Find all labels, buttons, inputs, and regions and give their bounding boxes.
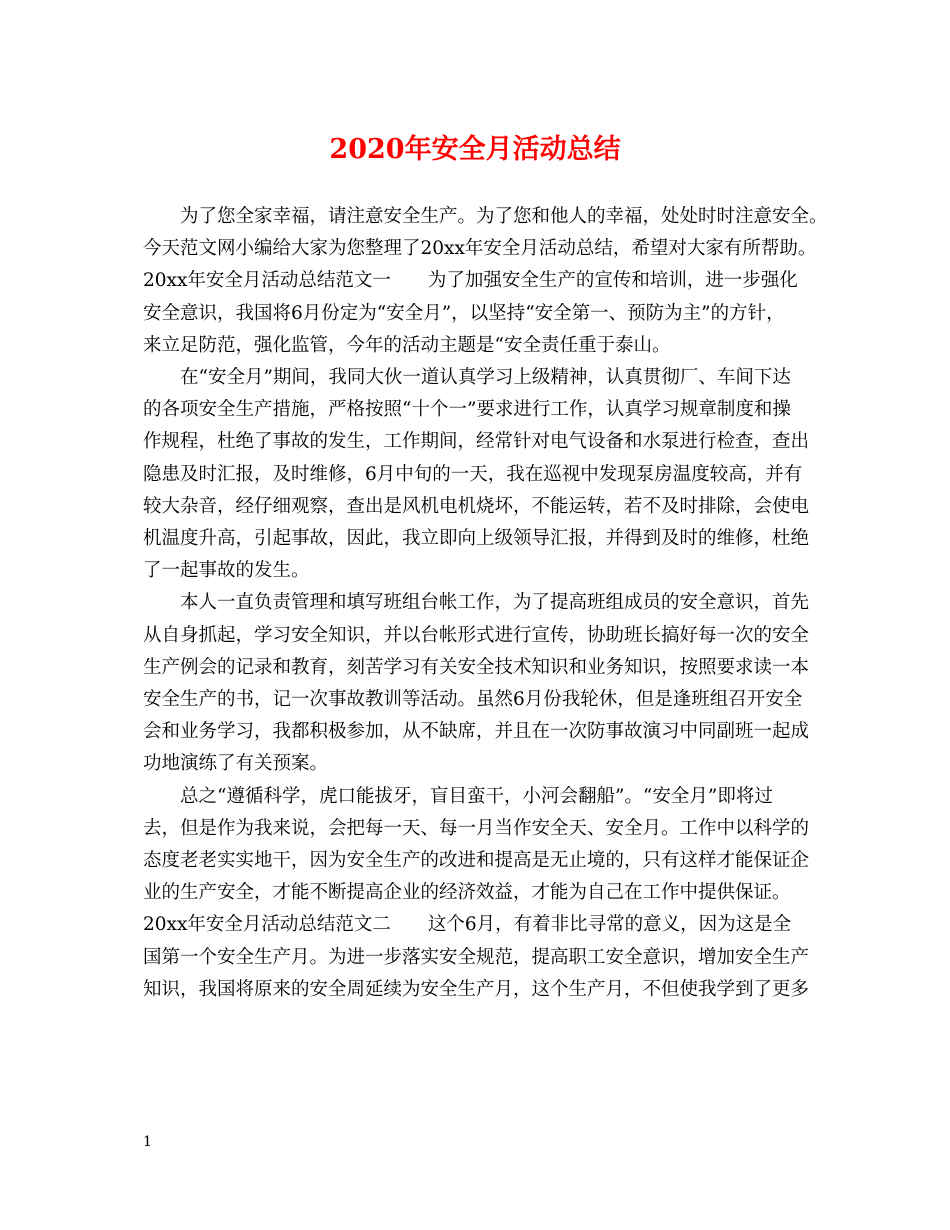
text-line: 在“安全月”期间，我同大伙一道认真学习上级精神，认真贯彻厂、车间下达 (143, 367, 791, 388)
text-line: 安全生产的书，记一次事故教训等活动。虽然6月份我轮休，但是逢班组召开安全 (143, 689, 803, 710)
text-line: 安全意识，我国将6月份定为“安全月”，以坚持“安全第一、预防为主”的方针， (143, 302, 785, 324)
text-line: 从自身抓起，学习安全知识，并以台帐形式进行宣传，协助班长搞好每一次的安全 (143, 624, 810, 646)
text-line: 国第一个安全生产月。为进一步落实安全规范，提高职工安全意识，增加安全生产 (143, 946, 810, 968)
text-line: 作规程，杜绝了事故的发生，工作期间，经常针对电气设备和水泵进行检查，查出 (143, 431, 810, 453)
text-line: 本人一直负责管理和填写班组台帐工作，为了提高班组成员的安全意识，首先 (143, 592, 810, 614)
text-line: 20xx年安全月活动总结范文二 这个6月，有着非比寻常的意义，因为这是全 (143, 914, 792, 936)
text-line: 生产例会的记录和教育，刻苦学习有关安全技术知识和业务知识，按照要求读一本 (143, 656, 810, 678)
text-line: 较大杂音，经仔细观察，查出是风机电机烧坏，不能运转，若不及时排除，会使电 (143, 495, 810, 517)
text-line: 知识，我国将原来的安全周延续为安全生产月，这个生产月，不但使我学到了更多 (143, 978, 810, 1000)
text-line: 机温度升高，引起事故，因此，我立即向上级领导汇报，并得到及时的维修，杜绝 (143, 528, 810, 549)
text-line: 隐患及时汇报，及时维修，6月中旬的一天，我在巡视中发现泵房温度较高，并有 (143, 463, 803, 485)
text-line: 的各项安全生产措施，严格按照“十个一”要求进行工作，认真学习规章制度和操 (143, 399, 791, 421)
text-line: 了一起事故的发生。 (143, 560, 310, 582)
text-line: 去，但是作为我来说，会把每一天、每一月当作安全天、安全月。工作中以科学的 (143, 817, 810, 839)
text-line: 态度老老实实地干，因为安全生产的改进和提高是无止境的，只有这样才能保证企 (143, 850, 810, 871)
text-line: 为了您全家幸福，请注意安全生产。为了您和他人的幸福，处处时时注意安全。 (143, 206, 828, 227)
text-line: 今天范文网小编给大家为您整理了20xx年安全月活动总结，希望对大家有所帮助。 (143, 238, 817, 260)
text-line: 20xx年安全月活动总结范文一 为了加强安全生产的宣传和培训，进一步强化 (143, 270, 798, 292)
text-line: 功地演练了有关预案。 (143, 753, 329, 775)
document-title: 2020年安全月活动总结 (329, 134, 621, 165)
text-line: 会和业务学习，我都积极参加，从不缺席，并且在一次防事故演习中同副班一起成 (143, 721, 810, 743)
text-line: 来立足防范，强化监管，今年的活动主题是“安全责任重于泰山。 (143, 334, 671, 356)
page-number: 1 (143, 1134, 152, 1150)
text-line: 业的生产安全，才能不断提高企业的经济效益，才能为自己在工作中提供保证。 (143, 882, 791, 904)
text-line: 总之“遵循科学，虎口能拔牙，盲目蛮干，小河会翻船”。“安全月”即将过 (143, 785, 773, 807)
